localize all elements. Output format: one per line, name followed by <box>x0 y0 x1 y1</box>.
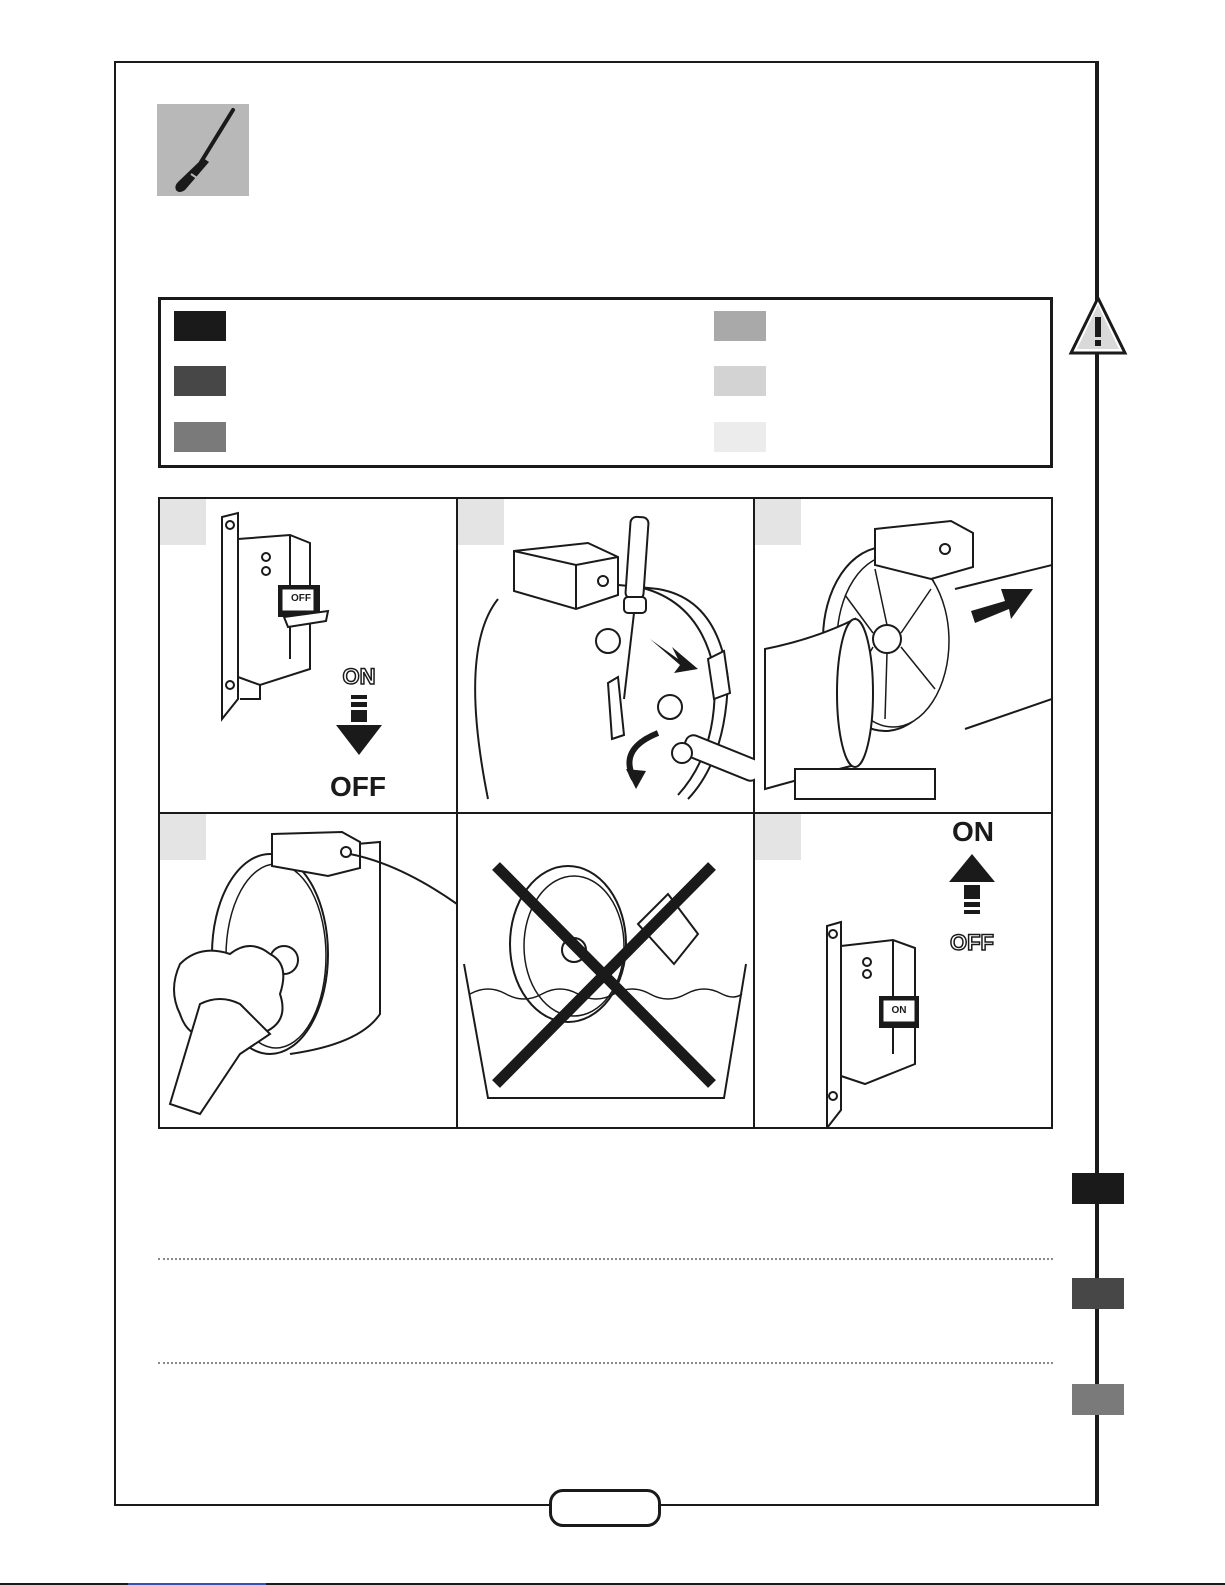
step-6-switch-on <box>755 814 1052 1128</box>
side-tab-3[interactable] <box>1072 1384 1124 1415</box>
step-3-remove-motor <box>755 499 1052 813</box>
screwdriver-icon <box>157 104 249 196</box>
legend-swatch-1 <box>174 311 226 341</box>
step-1-switch-off <box>160 499 457 813</box>
legend-panel <box>158 297 1053 468</box>
motor-removal-illustration <box>755 499 1052 813</box>
legend-swatch-3 <box>174 422 226 452</box>
arrow-down-icon <box>332 693 386 767</box>
arrow-up-icon <box>945 852 999 924</box>
label-on-solid: ON <box>952 816 994 847</box>
breaker-off-illustration <box>160 499 457 813</box>
no-water-warning-illustration <box>458 814 755 1128</box>
legend-swatch-4 <box>714 311 766 341</box>
legend-swatch-2 <box>174 366 226 396</box>
step-badge-4 <box>160 814 206 860</box>
step-badge-6 <box>755 814 801 860</box>
warning-triangle-icon <box>1068 295 1128 357</box>
label-off-outline: OFF <box>950 930 994 955</box>
step-5-do-not-immerse <box>458 814 755 1128</box>
clip-release-illustration <box>458 499 755 813</box>
separator-1 <box>158 1258 1053 1260</box>
step-badge-2 <box>458 499 504 545</box>
side-tab-2[interactable] <box>1072 1278 1124 1309</box>
step-2-release-clips <box>458 499 755 813</box>
label-on-outline: ON <box>342 664 376 689</box>
illustration-grid <box>158 497 1053 1129</box>
separator-2 <box>158 1362 1053 1364</box>
tool-box <box>157 104 249 196</box>
label-off-solid: OFF <box>330 771 386 802</box>
switch-label-off: OFF <box>291 593 311 604</box>
side-tab-1[interactable] <box>1072 1173 1124 1204</box>
legend-swatch-5 <box>714 366 766 396</box>
step-badge-1 <box>160 499 206 545</box>
switch-label-on: ON <box>891 1005 907 1016</box>
wipe-clean-illustration <box>160 814 457 1128</box>
legend-swatch-6 <box>714 422 766 452</box>
step-badge-3 <box>755 499 801 545</box>
page-number-box <box>549 1489 661 1527</box>
step-4-wipe-clean <box>160 814 457 1128</box>
breaker-on-illustration <box>755 814 1052 1128</box>
